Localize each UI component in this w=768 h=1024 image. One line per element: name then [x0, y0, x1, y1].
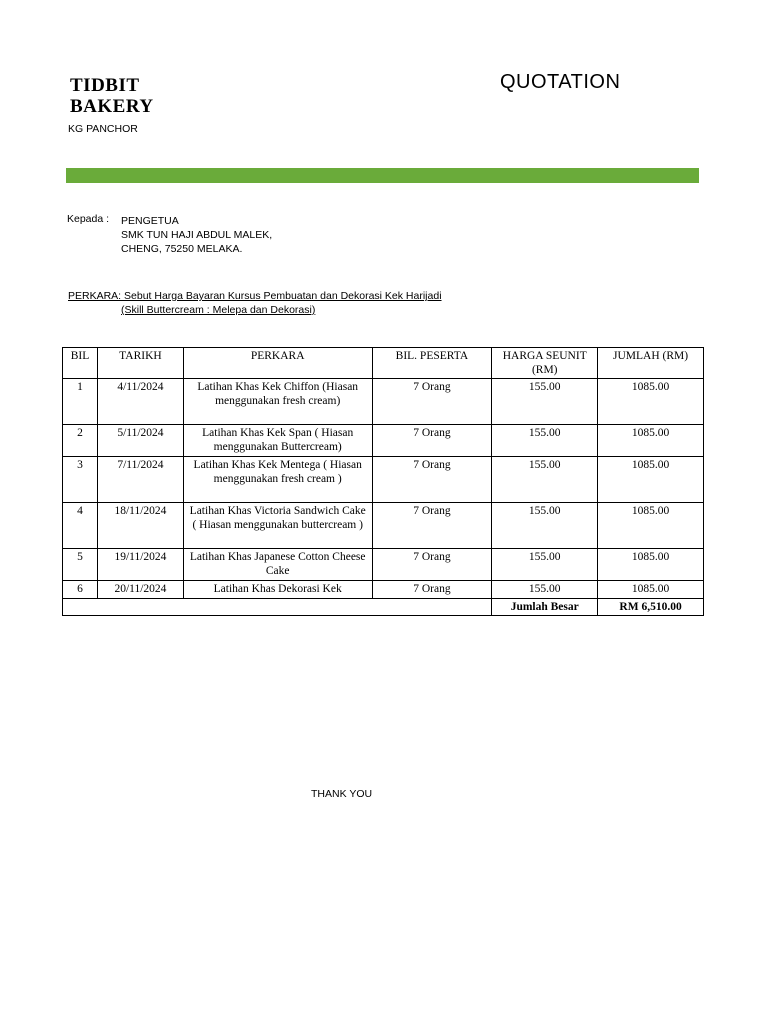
cell-bil-peserta: 7 Orang: [372, 425, 492, 457]
cell-tarikh: 7/11/2024: [97, 457, 183, 503]
cell-perkara: Latihan Khas Dekorasi Kek: [183, 581, 372, 599]
cell-bil: 2: [63, 425, 98, 457]
thank-you-note: THANK YOU: [311, 788, 373, 800]
total-label: Jumlah Besar: [492, 599, 598, 616]
cell-bil-peserta: 7 Orang: [372, 379, 492, 425]
cell-bil-peserta: 7 Orang: [372, 503, 492, 549]
cell-jumlah: 1085.00: [598, 549, 704, 581]
company-name-line2: BAKERY: [70, 96, 154, 117]
subject-line1: PERKARA: Sebut Harga Bayaran Kursus Pembuatan dan Dekorasi Kek Harijadi: [68, 290, 442, 302]
cell-bil: 6: [63, 581, 98, 599]
cell-jumlah: 1085.00: [598, 425, 704, 457]
cell-tarikh: 5/11/2024: [97, 425, 183, 457]
recipient-line: PENGETUA: [121, 215, 179, 227]
table-row: [63, 457, 704, 503]
total-row: [63, 599, 704, 616]
table-header-row: [63, 348, 704, 379]
cell-harga-seunit: 155.00: [492, 581, 598, 599]
cell-tarikh: 18/11/2024: [97, 503, 183, 549]
cell-perkara: Latihan Khas Victoria Sandwich Cake ( Hiasan menggunakan buttercream ): [183, 503, 372, 549]
company-location: KG PANCHOR: [68, 123, 138, 135]
cell-bil: 1: [63, 379, 98, 425]
header-bil: BIL: [63, 348, 98, 379]
recipient-label: Kepada :: [67, 213, 110, 225]
recipient-line: SMK TUN HAJI ABDUL MALEK,: [121, 229, 273, 241]
cell-jumlah: 1085.00: [598, 457, 704, 503]
header-perkara: PERKARA: [183, 348, 372, 379]
header-harga-seunit: HARGA SEUNIT (RM): [492, 348, 598, 379]
recipient-line: CHENG, 75250 MELAKA.: [121, 243, 243, 255]
total-value: RM 6,510.00: [598, 599, 704, 616]
cell-harga-seunit: 155.00: [492, 457, 598, 503]
table-row: [63, 425, 704, 457]
cell-harga-seunit: 155.00: [492, 549, 598, 581]
table-row: [63, 503, 704, 549]
cell-perkara: Latihan Khas Japanese Cotton Cheese Cake: [183, 549, 372, 581]
company-name-line1: TIDBIT: [70, 75, 140, 96]
accent-bar: [66, 168, 699, 183]
cell-tarikh: 4/11/2024: [97, 379, 183, 425]
cell-harga-seunit: 155.00: [492, 379, 598, 425]
cell-perkara: Latihan Khas Kek Span ( Hiasan menggunakan Buttercream): [183, 425, 372, 457]
cell-jumlah: 1085.00: [598, 581, 704, 599]
cell-jumlah: 1085.00: [598, 503, 704, 549]
cell-bil: 3: [63, 457, 98, 503]
cell-bil: 4: [63, 503, 98, 549]
cell-bil-peserta: 7 Orang: [372, 549, 492, 581]
cell-jumlah: 1085.00: [598, 379, 704, 425]
company-name: [70, 75, 154, 117]
subject: [68, 289, 442, 317]
cell-perkara: Latihan Khas Kek Chiffon (Hiasan menggunakan fresh cream): [183, 379, 372, 425]
cell-harga-seunit: 155.00: [492, 503, 598, 549]
header-jumlah: JUMLAH (RM): [598, 348, 704, 379]
subject-line2: (Skill Buttercream : Melepa dan Dekorasi): [121, 304, 316, 316]
total-spacer: [63, 599, 492, 616]
cell-bil-peserta: 7 Orang: [372, 457, 492, 503]
recipient-address: [121, 214, 272, 256]
cell-tarikh: 19/11/2024: [97, 549, 183, 581]
cell-tarikh: 20/11/2024: [97, 581, 183, 599]
table-row: [63, 581, 704, 599]
cell-harga-seunit: 155.00: [492, 425, 598, 457]
table-row: [63, 379, 704, 425]
cell-bil: 5: [63, 549, 98, 581]
cell-bil-peserta: 7 Orang: [372, 581, 492, 599]
table-row: [63, 549, 704, 581]
header-tarikh: TARIKH: [97, 348, 183, 379]
cell-perkara: Latihan Khas Kek Mentega ( Hiasan menggunakan fresh cream ): [183, 457, 372, 503]
header-bil-peserta: BIL. PESERTA: [372, 348, 492, 379]
quotation-table: [62, 347, 704, 616]
document-title: QUOTATION: [500, 71, 621, 93]
